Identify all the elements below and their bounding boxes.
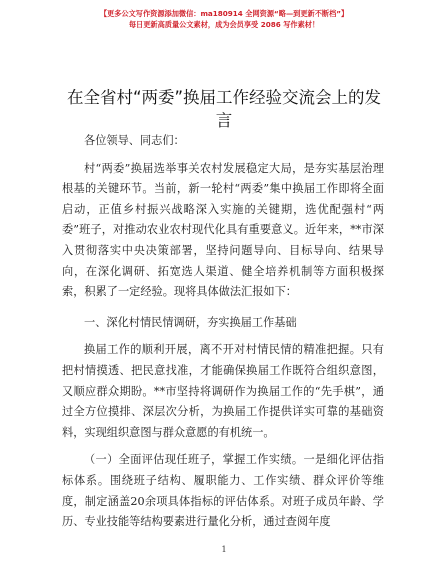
promo-banner-line-1: 【更多公文写作资源添加微信：ma180914 全网资源“略—到更新不断档”】	[99, 9, 349, 18]
intro-paragraph: 村“两委”换届选举事关农村发展稳定大局，是夯实基层治理根基的关键环节。当前，新一轮村“两委”集中换届工作即将全面启动，正值乡村振兴战略深入实施的关键期，选优配强村“两委”班子，对推动农业农村现代化具有重要意义。近年来，**市深入贯彻落实中央决策部署，坚持问题导向、目标导向、结果导向，在深化调研、拓宽选人渠道、健全培养机制等方面积极探索，积累了一定经验。现将具体做法汇报如下：	[62, 161, 384, 299]
document-title: 在全省村“两委”换届工作经验交流会上的发言	[66, 88, 382, 130]
section-heading: 一、深化村情民情调研，夯实换届工作基础	[84, 315, 297, 329]
promo-banner	[0, 8, 448, 30]
document-body	[62, 131, 384, 533]
subsection-paragraph: （一）全面评估现任班子，掌握工作实绩。一是细化评估指标体系。围绕班子结构、履职能力、工作实绩、群众评价等维度，制定涵盖20余项具体指标的评估体系。对班子成员年龄、学历、专业技能等结构要素进行量化分析，通过查阅年度	[62, 453, 384, 529]
greeting: 各位领导、同志们：	[84, 134, 185, 147]
section-paragraph: 换届工作的顺利开展，离不开对村情民情的精准把握。只有把村情摸透、把民意找准，才能确保换届工作既符合组织意图，又顺应群众期盼。**市坚持将调研作为换届工作的“先手棋”，通过全方位摸排、深层次分析，为换届工作提供详实可靠的基础资料，实现组织意图与群众意愿的有机统一。	[62, 343, 384, 439]
promo-banner-line-2: 每日更新高质量公文素材，成为会员享受 2086 写作素材！	[128, 20, 320, 29]
page-number: 1	[221, 545, 227, 554]
